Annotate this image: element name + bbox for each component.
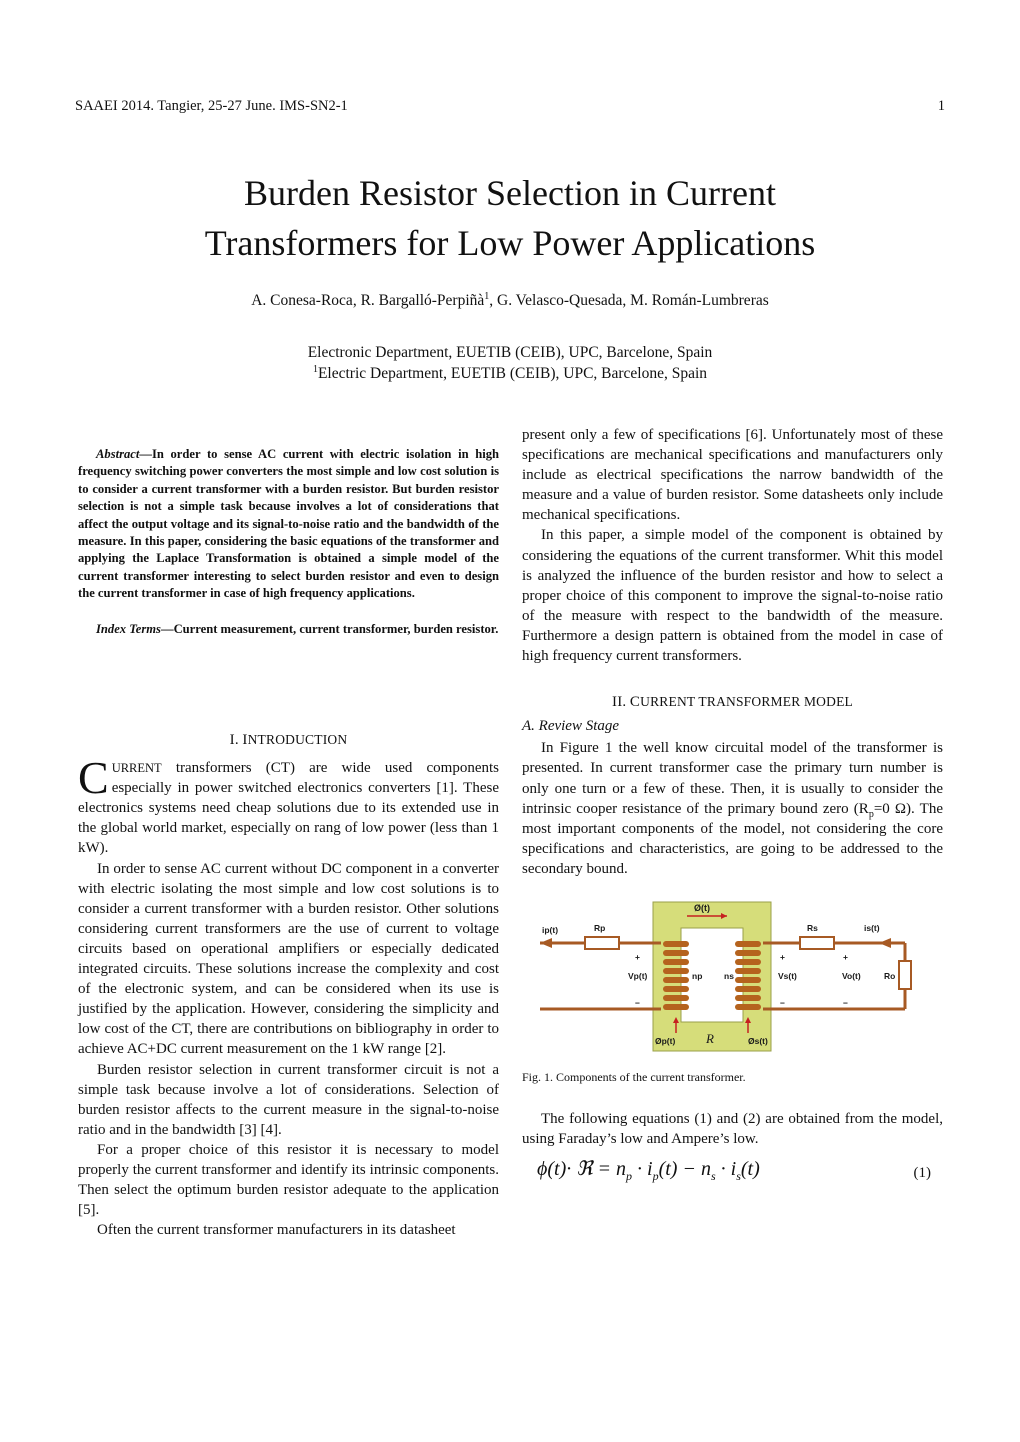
author-list — [0, 292, 1020, 310]
label-reluctance: R — [706, 1030, 714, 1046]
label-vs: Vs(t) — [778, 970, 797, 981]
primary-turn — [663, 986, 689, 992]
index-terms-text: —Current measurement, current transformer, burden resistor. — [160, 621, 499, 636]
index-terms — [78, 621, 499, 638]
label-phis: Øs(t) — [748, 1035, 768, 1046]
model-p1-sub: p — [868, 808, 874, 820]
plus-secondary: + — [780, 951, 785, 962]
intro-continuation: present only a few of specifications [6]. Unfortunately most of these specifications are mechanical specifications and manufacturers only include as electrical specifications the narrow bandwidth of the measure and a value of burden resistor. Some datasheets only include mechanical specifications. — [522, 427, 943, 524]
label-ip: ip(t) — [542, 924, 559, 935]
intro-paragraph-5: Often the current transformer manufacturers in its datasheet — [97, 1222, 456, 1239]
model-paragraph-1 — [522, 738, 943, 879]
label-phi: Ø(t) — [694, 902, 710, 913]
title-line-2: Transformers for Low Power Applications — [204, 223, 816, 263]
title-line-1: Burden Resistor Selection in Current — [244, 173, 776, 213]
label-rs: Rs — [807, 922, 818, 933]
section-2-heading-rest: URRENT TRANSFORMER MODEL — [640, 694, 853, 710]
equation-1-expression: ϕ(t)· ℜ = $n_p \cdot i_p(t) - n_s \cdot i_s(t)$ — [537, 1158, 760, 1184]
left-column — [78, 730, 499, 1240]
section-1-heading-first: I — [242, 732, 248, 748]
intro-paragraph-3: Burden resistor selection in current transformer circuit is not a simple task because involve a lot of considerations. Selection of burden resistor affects to the current measure in the signal-to-noise ratio and in the bandwidth [3] [4]. — [78, 1061, 499, 1138]
intro-paragraph-1 — [78, 752, 499, 858]
running-header — [75, 98, 945, 115]
minus-secondary: − — [780, 997, 785, 1008]
primary-turn — [663, 977, 689, 983]
paper-title — [0, 168, 1020, 268]
secondary-turn — [735, 950, 761, 956]
ip-arrow — [540, 938, 552, 948]
model-p1-part-b: =0 Ω). The most important components of the model, not considering the core specifications and characteristics, are going to be addressed to the secondary bound. — [522, 800, 943, 877]
label-np: np — [692, 970, 703, 981]
affiliation-2-mark: 1 — [312, 363, 318, 375]
author-affil-mark: 1 — [484, 290, 490, 302]
intro-paragraph-6: In this paper, a simple model of the component is obtained by considering the equations of the current transformer. Whit this model is analyzed the influence of the burden resistor and how to select a proper choice of this component to improve the signal-to-noise ratio of the measure with respect to the bandwidth of the measure. Furthermore a design pattern is obtained from the model in case of high frequency current transformers. — [522, 527, 943, 665]
resistor-rs — [800, 937, 834, 949]
primary-turn — [663, 950, 689, 956]
section-2-heading-first: C — [629, 694, 641, 711]
intro-paragraph-2: In order to sense AC current without DC component in a converter with electric isolating the most simple and low cost solutions is to consider a current transformer with a burden resistor. Other solutions considering current transformers are the use of current to voltage circuits based on operational amplifiers or especially dedicated integrated circuits. These solutions increase the complexity and cost of the electronic system, and can be considered when its use is justified by the application. However, considering the simplicity and low cost of the CT, there are contributions on bibliography in order to achieve AC+DC current measurement on the 1 kW range [2]. — [78, 860, 499, 1058]
label-is: is(t) — [864, 922, 880, 933]
model-paragraph-2: The following equations (1) and (2) are obtained from the model, using Faraday’s low and Ampere’s low. — [522, 1111, 943, 1148]
equation-1 — [522, 1159, 943, 1193]
ct-circuit-diagram — [522, 899, 943, 1055]
secondary-turn — [735, 968, 761, 974]
subsection-heading-review-stage: A. Review Stage — [522, 718, 620, 735]
model-p1-part-a: In Figure 1 the well know circuital model of the transformer is presented. In current transformer case the primary turn number is only one turn or a few of these. Then, it is usually to consider the intrinsic cooper resistance of the primary bound zero (R — [522, 740, 943, 817]
section-heading-ct-model — [522, 692, 943, 712]
plus-output: + — [843, 951, 848, 962]
first-word-smallcaps: URRENT — [111, 761, 162, 776]
primary-turn — [663, 968, 689, 974]
secondary-turn — [735, 977, 761, 983]
authors-part-1: A. Conesa-Roca, R. Bargalló-Perpiñà — [251, 292, 485, 309]
label-phip: Øp(t) — [655, 1035, 676, 1046]
figure-1-caption: Fig. 1. Components of the current transformer. — [522, 1069, 746, 1084]
affiliation-2-text: Electric Department, EUETIB (CEIB), UPC, Barcelone, Spain — [317, 365, 708, 382]
section-2-numeral: II. — [612, 694, 627, 711]
label-rp: Rp — [594, 922, 606, 933]
right-column — [522, 425, 943, 1193]
abstract-paragraph — [78, 446, 499, 603]
header-conference: SAAEI 2014. Tangier, 25-27 June. IMS-SN2-1 — [75, 98, 348, 114]
primary-turn — [663, 995, 689, 1001]
label-vo: Vo(t) — [842, 970, 861, 981]
secondary-turn — [735, 1004, 761, 1010]
label-vp: Vp(t) — [628, 970, 648, 981]
abstract-label: Abstract — [96, 447, 140, 461]
label-ns: ns — [724, 970, 734, 981]
secondary-turn — [735, 986, 761, 992]
resistor-ro — [899, 961, 911, 989]
label-ro: Ro — [884, 970, 896, 981]
header-page-number: 1 — [937, 98, 945, 114]
abstract — [78, 446, 499, 638]
section-1-numeral: I. — [229, 732, 239, 748]
plus-primary: + — [635, 951, 640, 962]
section-1-heading-rest: NTRODUCTION — [247, 732, 348, 747]
intro-paragraph-4: For a proper choice of this resistor it is necessary to model properly the current transformer and identify its intrinsic components. Then select the optimum burden resistor adequate to the application [5]. — [78, 1141, 499, 1219]
is-arrow — [879, 938, 891, 948]
secondary-turn — [735, 959, 761, 965]
secondary-turn — [735, 941, 761, 947]
primary-turn — [663, 1004, 689, 1010]
primary-turn — [663, 959, 689, 965]
index-terms-label: Index Terms — [96, 621, 161, 636]
secondary-turn — [735, 995, 761, 1001]
minus-output: − — [843, 997, 848, 1008]
abstract-text: —In order to sense AC current with electric isolation in high frequency switching power converters the most simple and low cost solution is to consider a current transformer with a burden resistor. But burden resistor selection is not a simple task because involves a lot of considerations that affect the output voltage and its signal-to-noise ratio and the bandwidth of the measure. In this paper, considering the basic equations of the transformer and applying the Laplace Transformation is obtained a simple model of the current transformer interesting to select burden resistor and even to design the current transformer in case of high frequency applications. — [78, 447, 499, 601]
affiliations — [0, 342, 1020, 384]
primary-turn — [663, 941, 689, 947]
equation-1-number: (1) — [913, 1165, 931, 1182]
minus-primary: − — [635, 997, 640, 1008]
section-heading-introduction — [78, 730, 499, 750]
affiliation-2 — [0, 363, 1020, 384]
resistor-rp — [585, 937, 619, 949]
figure-1-ct-circuit — [522, 899, 943, 1055]
intro-p1-text: transformers (CT) are wide used components especially in power switched electronics converters [1]. These electronics systems need cheap solutions due to its extended use in the global world market, especially on rang of low power (less than 1 kW). — [78, 760, 499, 857]
affiliation-1: Electronic Department, EUETIB (CEIB), UPC, Barcelone, Spain — [307, 344, 713, 361]
drop-cap: C — [78, 752, 109, 804]
authors-part-2: , G. Velasco-Quesada, M. Román-Lumbreras — [489, 292, 769, 309]
